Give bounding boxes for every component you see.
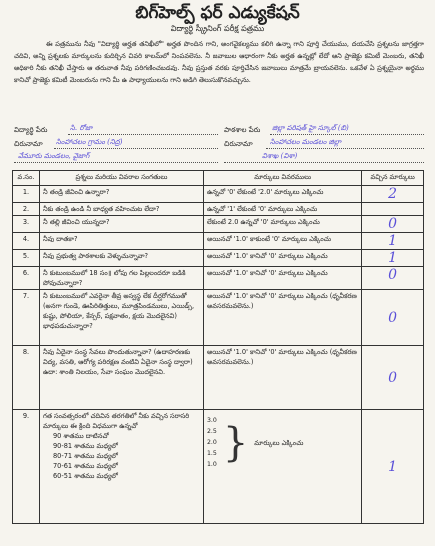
row-number: 3. <box>13 216 40 233</box>
row-marks-rule: అయినచో '1.0' కాకుంటే '0' మార్కులు ఎక్కించు <box>203 233 361 250</box>
grade-mark: 2.0 <box>206 439 217 446</box>
row-number: 6. <box>13 267 40 290</box>
address-line2 <box>14 162 218 163</box>
row-marks-grades <box>203 410 361 524</box>
table-row <box>13 410 424 524</box>
row-question: నీవు ప్రభుత్వ పాఠశాలకు వెళ్ళుచున్నావా? <box>39 250 203 267</box>
row-number: 9. <box>13 410 40 524</box>
row-marks-rule: అయినచో '1.0' కానిచో '0' మార్కులు ఎక్కించు (ధృవీకరణ అవసరమవలెను.) <box>203 346 361 410</box>
row-number: 1. <box>13 186 40 203</box>
grade-mark-values <box>207 415 217 470</box>
row-question: నీవు ఏదైనా సంస్థ సేవలు పొందుతున్నావా? (ఉదాహరణకు విద్య, వసతి, ఆరోగ్య పరిరక్షణ వంటివి ఏదైనా సంస్థ ద్వారా) ఉదా: శాంతి నిలయం, సేవా సంఘం మొదలైనవి. <box>39 346 203 410</box>
school-address-label: చిరునామా <box>224 140 253 148</box>
row-score: 0 <box>362 346 424 410</box>
table-row <box>13 346 424 410</box>
header-question: ప్రశ్నలు మరియు వివరాల సంగతులు <box>39 171 203 186</box>
form-subtitle: విద్యార్థి స్క్రీనింగ్ పరీక్ష పత్రము <box>170 24 265 33</box>
table-row <box>13 290 424 346</box>
row-question: నీ కుటుంబములో 18 సం॥ లోపు గల పిల్లలందరూ బడికి పోవుచున్నారా? <box>39 267 203 290</box>
school-name-value: జిల్లా పరిషత్ హై స్కూల్ (బి) <box>272 124 349 132</box>
brace-symbol: } <box>222 419 249 466</box>
school-address-line2 <box>224 162 424 163</box>
school-address-line2-value: విశాఖ (విశా) <box>262 152 298 160</box>
row-number: 5. <box>13 250 40 267</box>
row-marks-rule: అయినచో '1.0' కానిచో '0' మార్కులు ఎక్కించు (ధృవీకరణ అవసరమవలెను.) <box>203 290 361 346</box>
screening-questions-table <box>12 170 424 524</box>
header-marks-details: మార్కులు వివరములు <box>203 171 361 186</box>
row-marks-rule: అయినచో '1.0' కానిచో '0' మార్కులు ఎక్కించు <box>203 267 361 290</box>
grade-band: 60-51 శాతము మధ్యలో <box>52 472 118 480</box>
row-question: నీ తండ్రి జీవించి ఉన్నారా? <box>39 186 203 203</box>
address-line1 <box>54 148 218 149</box>
grade-marks-group <box>207 411 358 470</box>
header-serial: వ.సం. <box>13 171 40 186</box>
student-name-label: విద్యార్థి పేరు <box>14 126 48 134</box>
grade-band: 90-81 శాతము మధ్యలో <box>52 442 118 450</box>
row-score: 2 <box>362 186 424 203</box>
row-number: 4. <box>13 233 40 250</box>
row-question: నీవు దాతకా? <box>39 233 203 250</box>
grade-mark: 1.0 <box>206 461 217 468</box>
table-row <box>13 250 424 267</box>
row-score: 1 <box>362 410 424 524</box>
table-row <box>13 186 424 203</box>
address-line2-value: వేమూరు మండలం, వైజాగ్ <box>18 152 90 160</box>
grade-mark: 1.5 <box>206 450 217 457</box>
table-row <box>13 216 424 233</box>
grade-band: 70-61 శాతము మధ్యలో <box>52 462 118 470</box>
row-number: 8. <box>13 346 40 410</box>
row-marks-rule: అయినచో '1.0' కానిచో '0' మార్కులు ఎక్కించు <box>203 250 361 267</box>
school-address-line1-value: సింహాచలం మండలం జిల్లా <box>270 138 342 146</box>
student-name-line <box>68 134 218 135</box>
row-question: నీ కుటుంబములో ఎవరైనా తీవ్ర అస్వస్థ లేక దీర్ఘరోగముతో (అనగా గుండె, ఊపిరితిత్తులు, మూత్రపిండములు, ఎయిడ్స్, కుష్టు, పోలియా, కేన్సర్, పక్షవాతం, క్షయ మొదలైనవి) భాధపడుచున్నారా? <box>39 290 203 346</box>
row-question-grades <box>39 410 203 524</box>
row-marks-rule: మార్కులు ఎక్కించు <box>254 438 304 447</box>
row-number: 2. <box>13 203 40 216</box>
row-score: 1 <box>362 250 424 267</box>
row-question: నీకు తండ్రి ఉండి నీ బాధ్యత వహించుట లేదా? <box>39 203 203 216</box>
instructions-paragraph: ఈ పత్రమును నీవు "విద్యార్థి అర్హత తనిఖీలో" అర్హత పొందిన గాని, అంగవైకల్యము కలిగి ఉన్నా గాని పూర్తి చేయుము, దయచేసి ప్రశ్నలను జాగ్రత్తగా చదివి, అన్ని ప్రశ్నలకు మార్కులను కుదిర్చిన చివరి కాలమ్‌లో నింపవలెను. నీ జవాబుల ఆధారంగా నీకు అర్హత ఉన్నట్లో లేదో ఆని ప్రాజెక్టు కమిటీ మెంబరు, తనిఖీ అధికారి నీకు తనిఖీ చేస్తారు ఆ తరువాత నీవు పరిగణించబడవు. నీవు ప్రస్తుత వరకు పూర్తిచేసిన జవాబులు మాత్రమే బ్రాయవలెను. ఒకవేళ ఏ ప్రశ్నయైనా అర్థము కానిచో ప్రాజెక్టు కమిటీ మెంబరును గాని మీ ఉ పాధ్యాయులను గాని అడిగి తెలుసుకొనవచ్చును. <box>14 40 424 84</box>
row-score: 0 <box>362 267 424 290</box>
row-question: నీ తల్లి జీవించి యున్నదా? <box>39 216 203 233</box>
table-row <box>13 203 424 216</box>
form-title: బిగ్‌హెల్ప్ ఫర్ ఎడ్యుకేషన్ <box>135 3 300 23</box>
grade-band: 80-71 శాతము మధ్యలో <box>52 452 118 460</box>
school-name-label: పాఠశాల పేరు <box>224 126 261 134</box>
row-score: 0 <box>362 290 424 346</box>
row-score <box>362 203 424 216</box>
row-number: 7. <box>13 290 40 346</box>
address-line1-value: సింహాచలం గ్రామం (నిద్ర) <box>56 138 123 146</box>
table-row <box>13 233 424 250</box>
row-marks-rule: ఉన్నచో '0' లేకుంటే '2.0' మార్కులు ఎక్కించు <box>203 186 361 203</box>
grade-band-list <box>43 431 200 481</box>
header-marks-obtained: వచ్చిన మార్కులు <box>362 171 424 186</box>
row-score: 1 <box>362 233 424 250</box>
address-label: చిరునామా <box>14 140 43 148</box>
table-header-row <box>13 171 424 186</box>
school-address-line1 <box>266 148 424 149</box>
row-question: గత సంవత్సరంలో చదివిన తరగతిలో నీకు వచ్చిన సరాసరి మార్కులు ఈ క్రింది విధముగా ఉన్నచో <box>42 412 190 430</box>
row-marks-rule: ఉన్నచో '1' లేకుంటే '0' మార్కులు ఎక్కించు <box>203 203 361 216</box>
row-score: 0 <box>362 216 424 233</box>
grade-mark: 3.0 <box>206 417 217 424</box>
grade-band: 90 శాతము దాటినచో <box>52 432 109 440</box>
table-row <box>13 267 424 290</box>
row-marks-rule: లేకుంటే 2.0 ఉన్నచో '0' మార్కులు ఎక్కించు <box>203 216 361 233</box>
grade-mark: 2.5 <box>206 428 217 435</box>
school-name-line <box>270 134 424 135</box>
student-name-value: సి. రోజా <box>70 124 93 132</box>
